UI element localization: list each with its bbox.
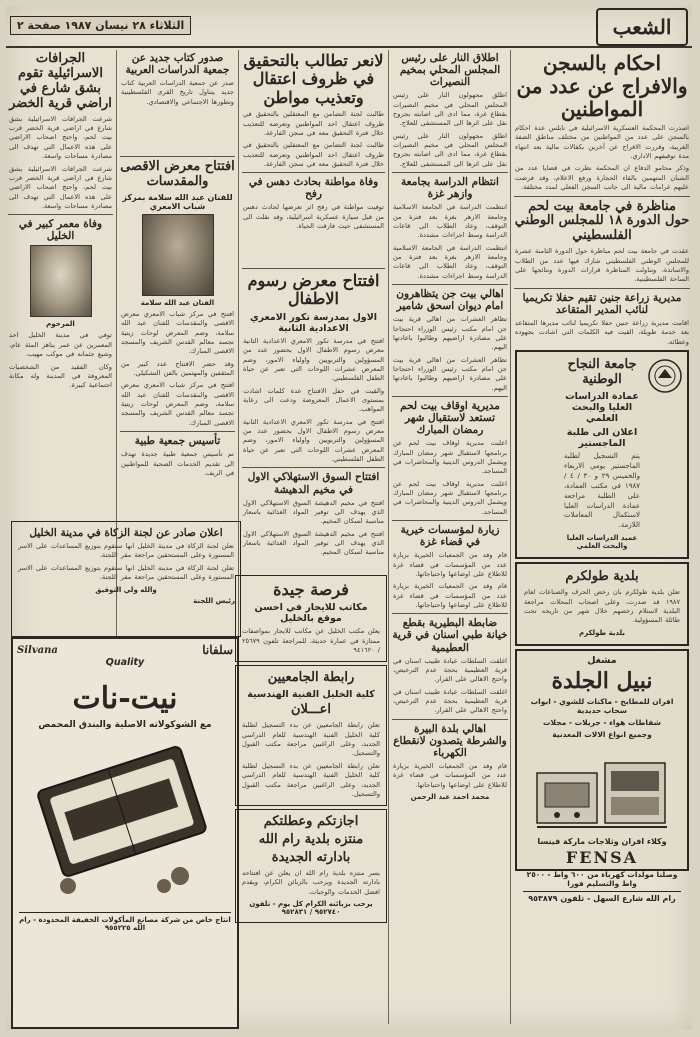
ad-body: تعلن رابطة الجامعيين عن بدء التسجيل لطلبة كلية الخليل الفنية الهندسية للعام الدراسي الجديد، وعلى الراغبين مراجعة مكتب القبول والتسجيل. [242,721,380,758]
silvana-slogan: Quality [105,657,145,668]
column-3-ads [232,572,390,1024]
photo-caption: الفنان عبد الله سلامة [140,298,215,307]
crescent-emblem-icon [521,392,555,432]
column-2 [390,50,510,1026]
article-text: قام وفد من الجمعيات الخيرية بزيارة عدد من المؤسسات في قضاء غزة للاطلاع على اوضاعها واحتياجاتها. [393,551,507,578]
article-text: اطلق مجهولون النار على رئيس المجلس المحلي في مخيم النصيرات بقطاع غزة، مما ادى الى اصابته بجروح نقل على اثرها الى المستشفى للعلاج. [393,131,507,168]
ad-line: شفاطات هواء - جريلات - مجلات [543,718,661,728]
ad-body: يتم التسجيل لطلبة الماجستير يومي الاربعاء والخميس ٢٩ و ٣٠ / ٤ / ١٩٨٧ في مكتب العمادة، على الطلبة مراجعة عمادة الدراسات العليا لاستكمال المعاملات اللازمة. [564,451,640,530]
article-text: اغلقت السلطات عيادة طبيب اسنان في قرية العطيمية بحجة عدم الترخيص، واحتج الاهالي على القرار. [393,656,507,684]
column-1 [512,50,692,1026]
ad-subtitle: كلية الخليل الفنية الهندسية [247,689,375,701]
office-rent-ad [235,575,387,662]
heading-gaza-charity: زيارة لمؤسسات خيرية في قضاء غزة [400,524,500,549]
chocolate-bar-illustration [30,736,220,906]
ad-line: وجميع انواع الالات المعدنية [552,730,652,740]
article-text: طالبت لجنة التضامن مع المعتقلين بالتحقيق في ظروف اعتقال احد المواطنين وتعرضه للتعذيب خلال فترة التحقيق معه في سجن الفارعة. [243,141,384,168]
artist-photo [142,214,214,296]
article-text: تظاهر العشرات من اهالي قرية بيت جن امام مكتب رئيس الوزراء احتجاجا على مصادرة اراضيهم وطالبوا باعادتها اليهم. [393,315,507,352]
children-art-story [240,268,387,568]
heading-electricity: اهالي بلدة البيرة والشرطة يتصدون لانقطاع الكهرباء [393,722,507,759]
heading-medical-society: تأسيس جمعية طبية [134,435,221,448]
headline-aqsa-exhibition: افتتاح معرض الاقصى والمقدسات [120,159,235,189]
graduates-association-ad [235,665,387,806]
heading-elder-death: وفاة معمر كبير في الخليل [18,218,103,243]
ad-signature: بلدية طولكرم [578,628,625,637]
article-text: افتتح في مخيم الدهيشة السوق الاستهلاكي الاول الذي يهدف الى توفير المواد الغذائية باسعار مناسبة لسكان المخيم. [243,498,384,526]
zakat-title: اعلان صادر عن لجنة الزكاة في مدينة الخليل [29,527,223,539]
headline-bulldozers: الجرافات الاسرائيلية تقوم بشق شارع في اراضي قرية الخضر [9,51,112,111]
net-nat-title: نيت-نات [72,681,178,716]
ad-contact: يرحب بزبائنه الكرام كل يوم - تلفون ٩٥٢٧٤٠ / ٩٥٢٨٣١ [249,900,373,917]
heading-dentist: ضابطة البطيرية بقطع خيانة طبي اسنان في قرية العطيمية [392,617,508,654]
ad-line: اعلان الى طلبة الماجستير [566,426,638,449]
newspaper-logo: الشعب [596,8,688,46]
zakat-body: تعلن لجنة الزكاة في مدينة الخليل انها ستقوم بتوزيع المساعدات على الاسر المستورة وعلى المستحقين مراجعة مقر اللجنة. [18,542,234,560]
ad-announcement: اعـــلان [290,702,332,718]
heading-jenin-agriculture: مديرية زراعة جنين تقيم حفلا تكريميا لنائب المدير المتقاعد [522,291,682,316]
aqsa-exhibition-story [118,156,237,486]
product-description: مع الشوكولاته الاصلية والبندق المحمص [38,719,212,730]
ad-title: رابطة الجامعيين [267,670,355,686]
ad-line: افران للمطابخ - ماكنات للشوي - ابواب سحاب حديدية [530,697,674,716]
heading-gaza-universities: انتظام الدراسة بجامعة وازهر غزة [401,176,499,201]
ad-title: فرصة جيدة [273,580,349,599]
zakat-closing: والله ولي التوفيق [95,585,157,594]
article-text: شرعت الجرافات الاسرائيلية بشق شارع في اراضي قرية الخضر قرب بيت لحم، واحتج اصحاب الاراضي على هذه الاعمال التي تهدف الى مصادرة مساحات واسعة. [9,164,112,210]
article-text: والقيت في حفل الافتتاح عدة كلمات اشادت بمستوى الاعمال المعروضة ودعت الى رعاية المواهب. [243,386,384,414]
article-text: صدر عن جمعية الدراسات العربية كتاب جديد يتناول تاريخ القرى الفلسطينية وتطورها الاجتماعي والاقتصادي. [121,79,234,106]
heading-new-book: صدور كتاب جديد عن جمعية الدراسات العربية [125,52,230,77]
article-text: توفي في مدينة الخليل احد المعمرين عن عمر يناهز المئة عام، وشيع جثمانه في موكب مهيب. [9,331,112,359]
article-text: انتظمت الدراسة في الجامعة الاسلامية وجامعة الازهر بغزة بعد فترة من التوقف، وعاد الطلاب الى قاعات الدراسة وسط اجراءات مشددة. [393,203,507,240]
ad-title: بلدية طولكرم [565,569,639,585]
article-text: اعلنت مديرية اوقاف بيت لحم عن برنامجها لاستقبال شهر رمضان المبارك ويشمل الدروس الدينية والمحاضرات في المساجد. [393,439,507,476]
heading-beit-jann: اهالي بيت جن يتظاهرون امام ديوان اسحق شامير [396,288,504,313]
article-text: قام وفد من الجمعيات الخيرية بزيارة عدد من المؤسسات في قضاء غزة للاطلاع على اوضاعها واحتياجاتها. [393,582,507,610]
article-text: اطلق مجهولون النار على رئيس المجلس المحلي في مخيم النصيرات بقطاع غزة، مما ادى الى اصابته بجروح نقل على اثرها الى المستشفى للعلاج. [393,91,507,128]
heading-rafah-accident: وفاة مواطنة بحادث دهس في رفح [248,176,379,201]
article-text: افتتح في مخيم الدهيشة السوق الاستهلاكي الاول الذي يهدف الى توفير المواد الغذائية باسعار مناسبة لسكان المخيم. [243,529,384,557]
silvana-ad [11,637,239,1029]
article-text: طالبت لجنة التضامن مع المعتقلين بالتحقيق في ظروف اعتقال احد المواطنين وتعرضه للتعذيب خلال فترة التحقيق معه في سجن الفارعة. [243,110,384,137]
article-text: انتظمت الدراسة في الجامعة الاسلامية وجامعة الازهر بغزة بعد فترة من التوقف، وعاد الطلاب الى قاعات الدراسة وسط اجراءات مشددة. [393,243,507,280]
ad-prefix: مشغل [587,654,617,666]
article-text: افتتح في مدرسة تكور الامعري الاعدادية الثانية معرض رسوم الاطفال الاول بحضور عدد من المسؤولين والتربويين واولياء الامور، وضم المعرض عشرات اللوحات التي تعبر عن حياة الطفل الفلسطيني. [243,336,384,383]
subheadline: للفنان عبد الله سلامة بمركز شباب الامعري [122,192,233,211]
article-text: اغلقت السلطات عيادة طبيب اسنان في قرية العطيمية بحجة عدم الترخيص، واحتج الاهالي على القرار. [393,687,507,715]
ad-subtitle: مكاتب للايجار في احسن موقع بالخليل [254,602,368,625]
subheadline: الاول بمدرسة تكور الامعري الاعدادية الثانية [249,311,378,334]
byline: محمد احمد عبد الرحمن [410,793,490,802]
manufacturer-footer: انتاج خاص من شركة مصانع المأكولات الخفيفة المحدودة - رام الله ٩٥٥٢٢٥ [19,912,231,932]
oven-machine-illustration [527,743,677,833]
tulkarm-municipality-ad [515,562,689,645]
masthead [6,6,692,48]
ad-title: نبيل الجلدة [551,667,653,694]
ramallah-park-ad [235,809,387,923]
dateline: الثلاثاء ٢٨ نيسان ١٩٨٧ صفحة ٢ [10,16,191,35]
zakat-signatory: رئيس اللجنة [193,596,235,605]
nabil-jaldeh-ad [515,649,689,904]
silvana-brand-ar: سلفانا [202,643,233,657]
article-text: افتتح في مدرسة تكور الامعري الاعدادية الثانية معرض رسوم الاطفال الاول بحضور عدد من المسؤولين والتربويين واولياء الامور، وضم المعرض عشرات اللوحات التي تعبر عن حياة الطفل الفلسطيني. [243,417,384,464]
article-text: اصدرت المحكمة العسكرية الاسرائيلية في نابلس عدة احكام بالسجن على عدد من المواطنين من مختلف مناطق الضفة الغربية، وقررت الافراج عن آخرين بكفالات مالية بعد انتهاء مدة توقيفهم الاداري. [515,124,689,161]
article-text: توفيت مواطنة في رفح اثر تعرضها لحادث دهس من قبل سيارة عسكرية اسرائيلية، وقد نقلت الى المستشفى حيث فارقت الحياة. [243,203,384,231]
article-text: شرعت الجرافات الاسرائيلية بشق شارع في اراضي قرية الخضر قرب بيت لحم، واحتج اصحاب الاراضي على هذه الاعمال التي تهدف الى مصادرة مساحات واسعة. [9,114,112,161]
article-text: وقد حضر الافتتاح عدد كبير من المثقفين والمهتمين بالفن التشكيلي. [121,359,234,378]
photo-caption: المرحوم [46,320,75,329]
article-text: تم تأسيس جمعية طبية جديدة تهدف الى تقديم الخدمات الصحية للمواطنين في الريف. [121,450,234,477]
article-text: اقامت مديرية زراعة جنين حفلا تكريميا لنائب مديرها المتقاعد بعد خدمة طويلة، القيت فيه الكلمات التي اشادت بجهوده وعطائه. [515,318,689,346]
heading-bethlehem-debate: مناظرة في جامعة بيت لحم حول الدورة ١٨ للمجلس الوطني الفلسطيني [514,198,690,244]
newspaper-page [6,6,692,1030]
ad-subtitle-2: بادارته الجديدة [271,850,351,866]
headline-torture: لانعر تطالب بالتحقيق في ظروف اعتقال وتعذيب مواطن [243,51,384,107]
ad-title: جامعة النجاح الوطنية [567,356,637,387]
article-text: وذكر محامو الدفاع ان المحكمة نظرت في قضايا عدد من الشبان المتهمين بالقاء الحجارة ورفع الاعلام، وقد فرضت عليهم غرامات مالية الى جانب السجن الفعلي لمدد مختلفة. [515,164,689,192]
article-text: افتتح في مركز شباب الامعري معرض الاقصى والمقدسات للفنان عبد الله سلامة، وضم المعرض لوحات زيتية تجسد معالم القدس الشريف والمسجد الاقصى المبارك. [121,381,234,427]
silvana-brand-en: Silvana [17,644,58,656]
article-text: قام وفد من الجمعيات الخيرية بزيارة عدد من المؤسسات في قضاء غزة للاطلاع على اوضاعها واحتياجاتها. [393,761,507,789]
ad-title: اجازتكم وعطلتكم [263,814,359,830]
headline-prison: احكام بالسجن والافراج عن عدد من المواطنين [516,51,688,121]
article-text: تظاهر العشرات من اهالي قرية بيت جن امام مكتب رئيس الوزراء احتجاجا على مصادرة اراضيهم وطالبوا باعادتها اليهم. [393,355,507,392]
heading-nuseirat: اطلاق النار على رئيس المجلس المحلي بمخيم النصيرات [399,52,501,89]
zakat-body: تعلن لجنة الزكاة في مدينة الخليل انها ستقوم بتوزيع المساعدات على الاسر المستورة وعلى المستحقين مراجعة مقر اللجنة. [18,563,234,582]
ad-footer: وصلنا مولدات كهرباء من ٦٠٠ واط - ٢٥٠٠ واط والتسليم فورا [526,870,678,889]
article-text: اعلنت مديرية اوقاف بيت لحم عن برنامجها لاستقبال شهر رمضان المبارك ويشمل الدروس الدينية والمحاضرات في المساجد. [393,479,507,516]
najah-university-ad [515,350,689,559]
ad-body: تعلن بلدية طولكرم بان رخص الحرف والصناعات لعام ١٩٨٧ قد صدرت، وعلى اصحاب المحلات مراجعة البلدية لاستلام رخصهم خلال شهر من تاريخه تحت طائلة المسؤولية. [524,588,680,625]
ad-brand-line: وكلاء افران وثلاجات ماركة فينسا [537,837,667,847]
article-text: وكان الفقيد من الشخصيات المعروفة في المدينة وله مكانة اجتماعية كبيرة. [9,362,112,390]
ad-body: يسر منتزه بلدية رام الله ان يعلن عن افتتاحه بادارته الجديدة ويرحب بالزبائن الكرام، ويقدم افضل الخدمات والوجبات. [242,869,380,896]
ad-subtitle: عمادة الدراسات العليا والبحث العلمي [565,390,639,424]
heading-awqaf: مديرية اوقاف بيت لحم تستعد لاستقبال شهر رمضان المبارك [400,400,500,437]
ad-body: تعلن رابطة الجامعيين عن بدء التسجيل لطلبة كلية الخليل الفنية الهندسية للعام الدراسي الجديد، وعلى الراغبين مراجعة مكتب القبول والتسجيل. [242,761,380,798]
heading-dheisheh-market: افتتاح السوق الاستهلاكي الاول في مخيم الدهيشة [247,471,380,496]
article-text: افتتح في مركز شباب الامعري معرض الاقصى والمقدسات للفنان عبد الله سلامة، وضم المعرض لوحات زيتية تجسد معالم القدس الشريف والمسجد الاقصى المبارك. [121,309,234,356]
ad-subtitle: منتزه بلدية رام الله [258,832,364,848]
fensa-brand: FENSA [565,848,639,868]
ad-body: يعلن مكتب الخليل عن مكاتب للايجار بمواصفات ممتازة في عمارة حديثة، للمراجعة تلفون ٢٥٦٧٩ / ٩٤١٦٢٠ [242,627,380,655]
zakat-announcement [11,521,241,637]
university-seal-icon [647,358,683,394]
article-text: عقدت في جامعة بيت لحم مناظرة حول الدورة الثامنة عشرة للمجلس الوطني الفلسطيني شارك فيها عدد من الطلاب والاساتذة، وتناولت المناظرة قرارات الدورة ونتائجها على الساحة الفلسطينية. [515,247,689,284]
ad-signature: عميد الدراسات العليا والبحث العلمي [566,534,638,551]
ad-contact: رام الله شارع السهل - تلفون ٩٥٣٨٧٩ [523,891,681,903]
elder-photo [30,245,92,317]
headline-children-art: افتتاح معرض رسوم الاطفال [247,271,380,309]
